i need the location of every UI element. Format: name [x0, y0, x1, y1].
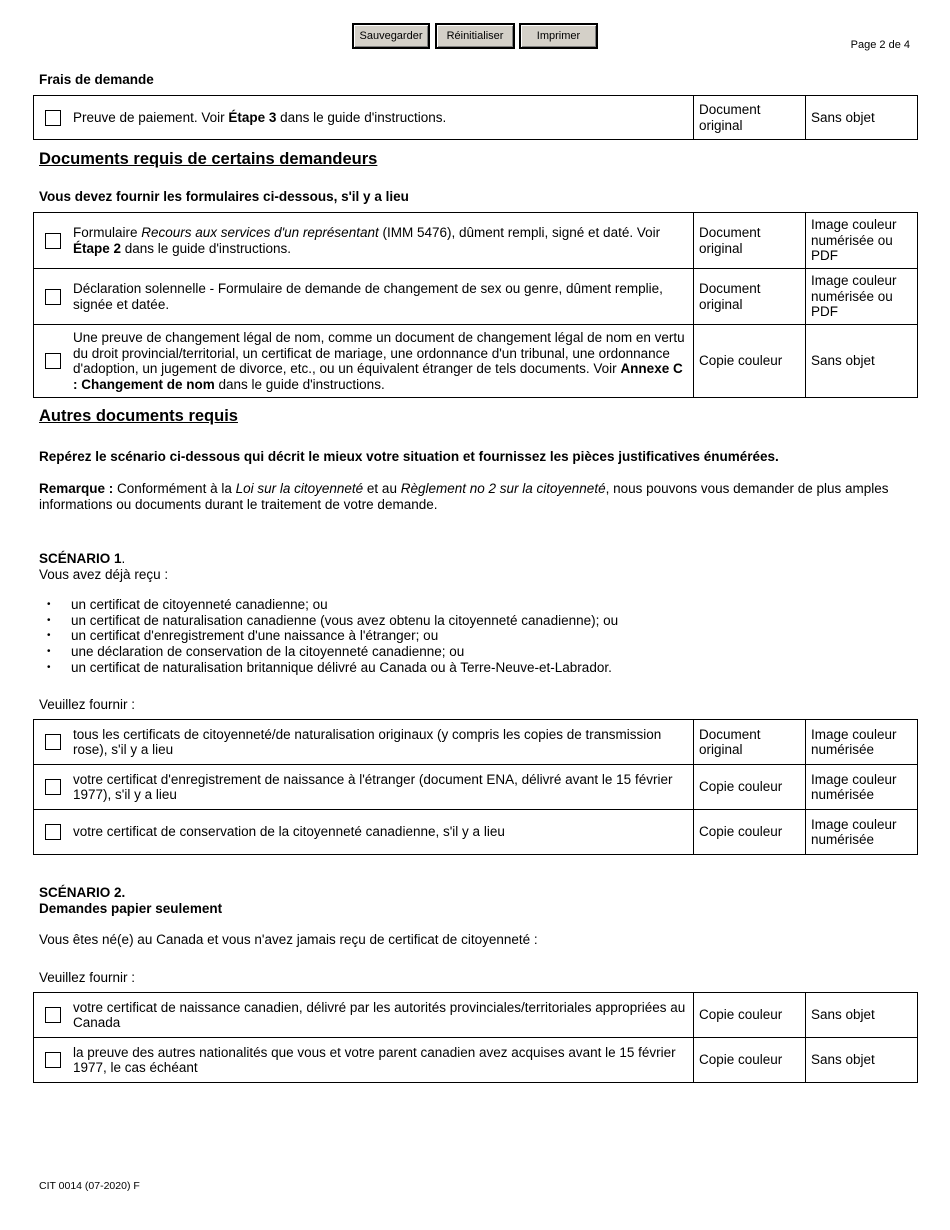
online-format: Image couleur numérisée	[806, 720, 918, 765]
table-row	[34, 765, 918, 810]
table-row	[34, 325, 918, 398]
requirement-description: votre certificat de conservation de la citoyenneté canadienne, s'il y a lieu	[34, 810, 694, 855]
scenario1-title: SCÉNARIO 1.	[39, 551, 126, 566]
form-code-footer: CIT 0014 (07-2020) F	[39, 1180, 140, 1192]
certain-documents-table	[33, 212, 918, 398]
online-format: Sans objet	[806, 993, 918, 1038]
fees-heading: Frais de demande	[39, 72, 154, 87]
online-format: Sans objet	[806, 1038, 918, 1083]
requirement-description: tous les certificats de citoyenneté/de naturalisation originaux (y compris les copies de transmission rose), s'il y a lieu	[34, 720, 694, 765]
document-format: Document original	[694, 213, 806, 269]
requirement-description: votre certificat d'enregistrement de naissance à l'étranger (document ENA, délivré avant le 15 février 1977), s'il y a lieu	[34, 765, 694, 810]
list-item: • un certificat d'enregistrement d'une naissance à l'étranger; ou	[39, 628, 618, 644]
document-format: Copie couleur	[694, 810, 806, 855]
scenario2-subtitle: Demandes papier seulement	[39, 901, 223, 916]
page-number: Page 2 de 4	[850, 39, 910, 51]
document-format: Copie couleur	[694, 1038, 806, 1083]
requirement-description: Déclaration solennelle - Formulaire de demande de changement de sex ou genre, dûment remplie, signée et datée.	[34, 269, 694, 325]
checkbox[interactable]	[45, 233, 61, 249]
document-format: Copie couleur	[694, 325, 806, 398]
table-row	[34, 993, 918, 1038]
checkbox[interactable]	[45, 110, 61, 126]
table-row	[34, 269, 918, 325]
list-item: • un certificat de naturalisation canadienne (vous avez obtenu la citoyenneté canadienne); ou	[39, 613, 618, 629]
requirement-description: Formulaire Recours aux services d'un représentant (IMM 5476), dûment rempli, signé et daté. Voir Étape 2 dans le guide d'instructions.	[34, 213, 694, 269]
document-format: Copie couleur	[694, 993, 806, 1038]
online-format: Image couleur numérisée	[806, 765, 918, 810]
scenario2-intro: Vous êtes né(e) au Canada et vous n'avez jamais reçu de certificat de citoyenneté :	[39, 932, 538, 947]
fees-table	[33, 95, 918, 140]
scenario1-list	[39, 597, 618, 676]
document-format: Copie couleur	[694, 765, 806, 810]
table-row	[34, 720, 918, 765]
checkbox[interactable]	[45, 1052, 61, 1068]
checkbox[interactable]	[45, 824, 61, 840]
scenario-instruction: Repérez le scénario ci-dessous qui décrit le mieux votre situation et fournissez les pièces justificatives énumérées.	[39, 449, 779, 464]
table-row	[34, 1038, 918, 1083]
document-format: Document original	[694, 269, 806, 325]
requirement-description: Une preuve de changement légal de nom, comme un document de changement légal de nom en vertu du droit provincial/territorial, un certificat de mariage, une ordonnance d'un tribunal, une ordonnance d'adoption, un jugement de divorce, etc., ou un équivalent étranger de tels documents. Voir Annexe C : Changement de nom dans le guide d'instructions.	[34, 325, 694, 398]
table-row	[34, 96, 918, 140]
section-heading-other: Autres documents requis	[39, 407, 238, 425]
online-format: Image couleur numérisée ou PDF	[806, 213, 918, 269]
print-button[interactable]: Imprimer	[519, 23, 598, 49]
checkbox[interactable]	[45, 289, 61, 305]
scenario1-provide: Veuillez fournir :	[39, 697, 136, 712]
section-subheading: Vous devez fournir les formulaires ci-dessous, s'il y a lieu	[39, 189, 409, 204]
scenario2-provide: Veuillez fournir :	[39, 970, 136, 985]
requirement-description: Preuve de paiement. Voir Étape 3 dans le guide d'instructions.	[34, 96, 694, 140]
list-item: • un certificat de naturalisation britannique délivré au Canada ou à Terre-Neuve-et-Labrador.	[39, 660, 618, 676]
requirement-description: votre certificat de naissance canadien, délivré par les autorités provinciales/territoriales appropriées au Canada	[34, 993, 694, 1038]
table-row	[34, 213, 918, 269]
scenario2-table	[33, 992, 918, 1083]
online-format: Sans objet	[806, 325, 918, 398]
online-format: Sans objet	[806, 96, 918, 140]
online-format: Image couleur numérisée ou PDF	[806, 269, 918, 325]
online-format: Image couleur numérisée	[806, 810, 918, 855]
document-format: Document original	[694, 96, 806, 140]
checkbox[interactable]	[45, 779, 61, 795]
reset-button[interactable]: Réinitialiser	[435, 23, 515, 49]
scenario1-table	[33, 719, 918, 855]
table-row	[34, 810, 918, 855]
section-heading-certain: Documents requis de certains demandeurs	[39, 150, 378, 168]
scenario1-intro: Vous avez déjà reçu :	[39, 567, 169, 582]
save-button[interactable]: Sauvegarder	[352, 23, 430, 49]
scenario2-title: SCÉNARIO 2.	[39, 885, 126, 900]
list-item: • un certificat de citoyenneté canadienne; ou	[39, 597, 618, 613]
list-item: • une déclaration de conservation de la citoyenneté canadienne; ou	[39, 644, 618, 660]
checkbox[interactable]	[45, 734, 61, 750]
checkbox[interactable]	[45, 353, 61, 369]
document-format: Document original	[694, 720, 806, 765]
remark-note: Remarque : Conformément à la Loi sur la citoyenneté et au Règlement no 2 sur la citoyenneté, nous pouvons vous demander de plus amples informations ou documents durant le traitement de votre demande.	[39, 481, 889, 512]
checkbox[interactable]	[45, 1007, 61, 1023]
requirement-description: la preuve des autres nationalités que vous et votre parent canadien avez acquises avant le 15 février 1977, le cas échéant	[34, 1038, 694, 1083]
